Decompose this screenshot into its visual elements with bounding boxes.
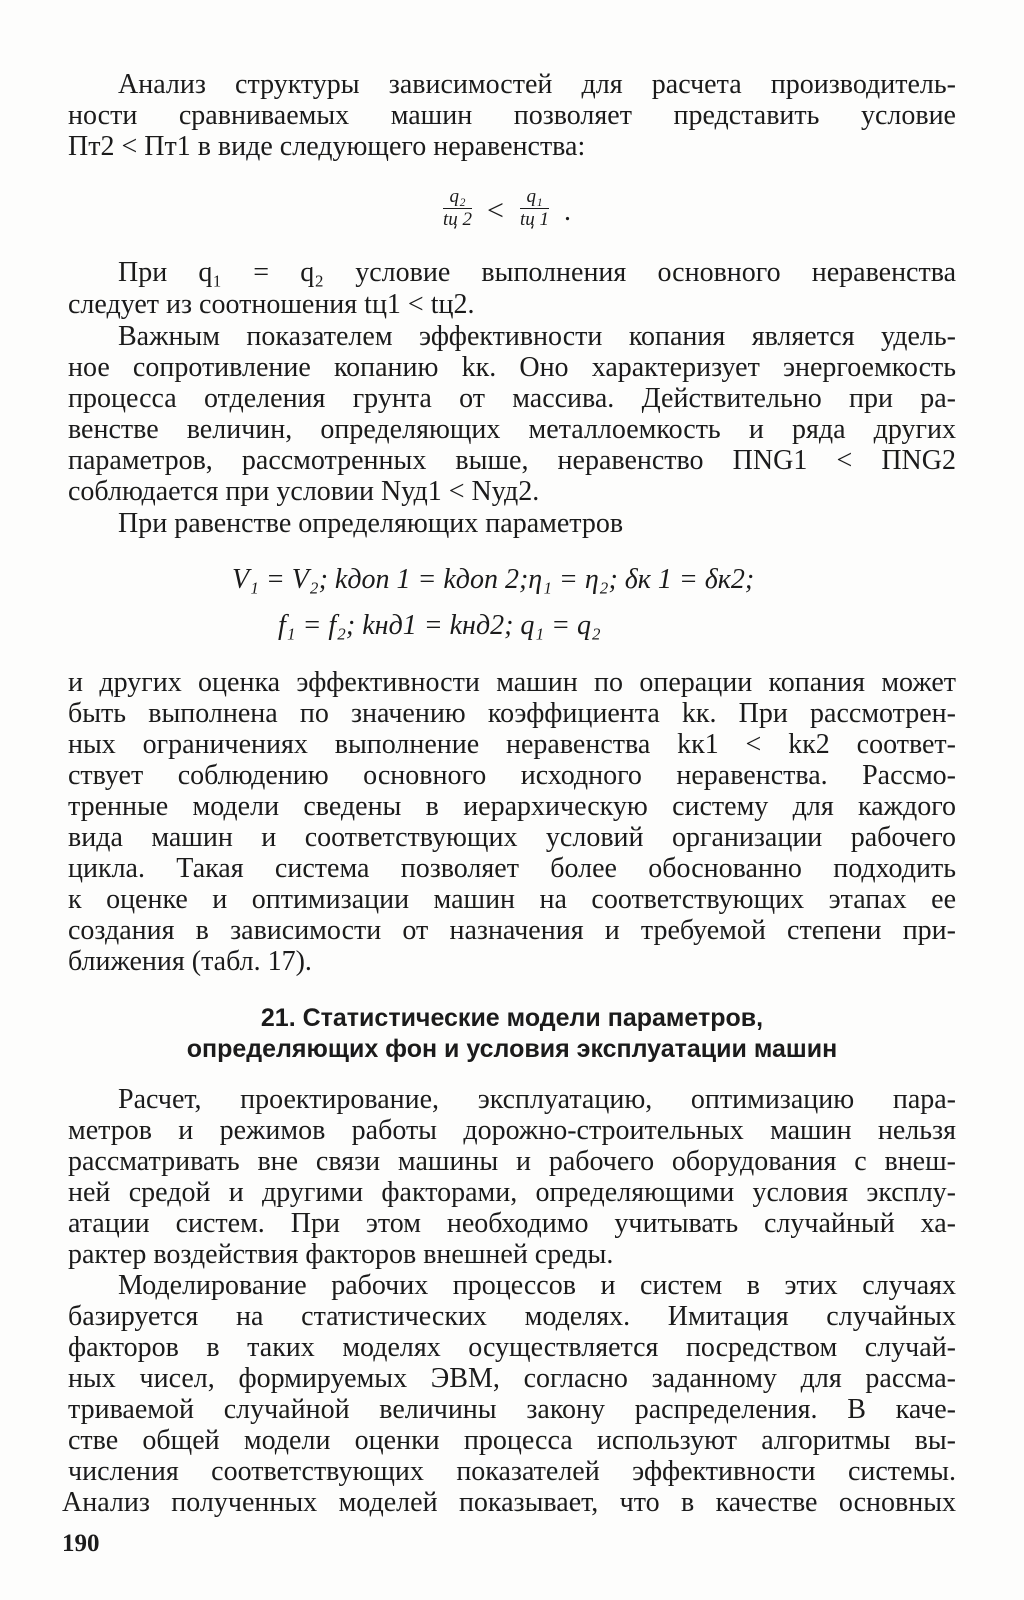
fraction-denominator: tц 2 <box>443 209 473 230</box>
fraction-right <box>520 186 549 231</box>
text-line: ное сопротивление копанию kк. Оно характеризует энергоемкость <box>68 352 956 383</box>
formula-equalities-row-1: V₁ = V₂; kдоп 1 = kдоп 2;η₁ = η₂; δк 1 = δк2; <box>232 564 755 595</box>
text-line: рассматривать вне связи машины и рабочего оборудования с внеш- <box>68 1146 956 1177</box>
text-line: создания в зависимости от назначения и требуемой степени при- <box>68 915 956 946</box>
text-line: При q₁ = q₂ условие выполнения основного неравенства <box>118 257 956 288</box>
text-line: процесса отделения грунта от массива. Действительно при ра- <box>68 383 956 414</box>
text-line: Анализ структуры зависимостей для расчета производитель- <box>118 69 956 100</box>
text-line: рактер воздействия факторов внешней среды. <box>68 1239 614 1270</box>
text-line: ней средой и другими факторами, определяющими условия эксплу- <box>68 1177 956 1208</box>
text-line: атации систем. При этом необходимо учитывать случайный ха- <box>68 1208 956 1239</box>
text-line: тренные модели сведены в иерархическую систему для каждого <box>68 791 956 822</box>
less-than-sign: < <box>487 194 504 227</box>
text-line: Расчет, проектирование, эксплуатацию, оптимизацию пара- <box>118 1084 956 1115</box>
period: . <box>564 196 571 227</box>
formula-equalities-row-2: f₁ = f₂; kнд1 = kнд2; q₁ = q₂ <box>278 610 601 641</box>
text-line: следует из соотношения tц1 < tц2. <box>68 289 475 320</box>
text-line: При равенстве определяющих параметров <box>118 508 624 539</box>
text-line: стве общей модели оценки процесса используют алгоритмы вы- <box>68 1425 956 1456</box>
text-line: ных ограничениях выполнение неравенства kк1 < kк2 соответ- <box>68 729 956 760</box>
text-line: базируется на статистических моделях. Имитация случайных <box>68 1301 956 1332</box>
text-line: ности сравниваемых машин позволяет представить условие <box>68 100 956 131</box>
text-line: быть выполнена по значению коэффициента kк. При рассмотрен- <box>68 698 956 729</box>
text-line: венстве величин, определяющих металлоемкость и ряда других <box>68 414 956 445</box>
section-heading-line-2: определяющих фон и условия эксплуатации машин <box>186 1035 838 1063</box>
text-line: ствует соблюдению основного исходного неравенства. Рассмо- <box>68 760 956 791</box>
text-line: цикла. Такая система позволяет более обоснованно подходить <box>68 853 956 884</box>
text-line: вида машин и соответствующих условий организации рабочего <box>68 822 956 853</box>
fraction-numerator: q₁ <box>520 186 549 209</box>
text-line: Анализ полученных моделей показывает, что в качестве основных <box>62 1487 956 1518</box>
text-line: параметров, рассмотренных выше, неравенство ПNG1 < ПNG2 <box>68 445 956 476</box>
text-line: ближения (табл. 17). <box>68 946 312 977</box>
text-line: факторов в таких моделях осуществляется посредством случай- <box>68 1332 956 1363</box>
text-line: ных чисел, формируемых ЭВМ, согласно заданному для рассма- <box>68 1363 956 1394</box>
text-line: Важным показателем эффективности копания является удель- <box>118 321 956 352</box>
fraction-left <box>443 186 472 231</box>
fraction-numerator: q₂ <box>443 186 472 209</box>
text-line: и других оценка эффективности машин по операции копания может <box>68 667 956 698</box>
page-number: 190 <box>62 1530 100 1557</box>
text-line: соблюдается при условии Nуд1 < Nуд2. <box>68 476 540 507</box>
section-heading-line-1: 21. Статистические модели параметров, <box>260 1004 764 1032</box>
fraction-denominator: tц 1 <box>520 209 550 230</box>
text-line: к оценке и оптимизации машин на соответствующих этапах ее <box>68 884 956 915</box>
text-line: числения соответствующих показателей эффективности системы. <box>68 1456 956 1487</box>
text-line: триваемой случайной величины закону распределения. В каче- <box>68 1394 956 1425</box>
text-line: Моделирование рабочих процессов и систем в этих случаях <box>118 1270 956 1301</box>
text-line: Пт2 < Пт1 в виде следующего неравенства: <box>68 131 586 162</box>
text-line: метров и режимов работы дорожно-строительных машин нельзя <box>68 1115 956 1146</box>
